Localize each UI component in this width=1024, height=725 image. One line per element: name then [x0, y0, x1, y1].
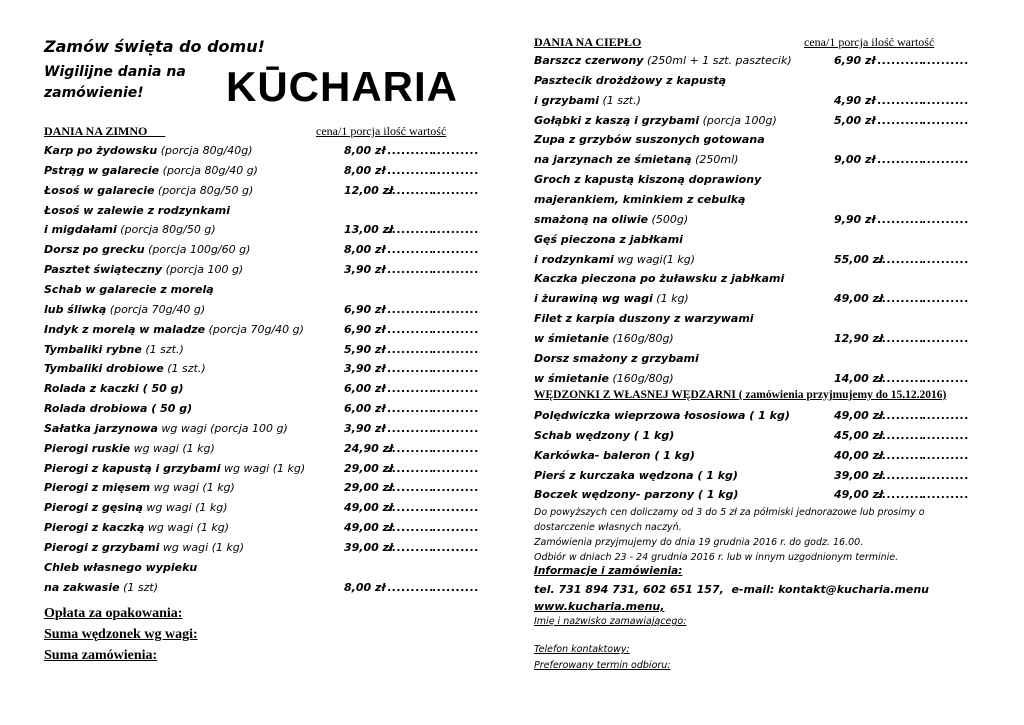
- value-blank: ..........: [922, 153, 969, 167]
- dish-price: 3,90 zł: [344, 362, 386, 376]
- menu-item-name: [44, 240, 250, 260]
- menu-item-row: [44, 220, 492, 240]
- menu-item-row: [534, 369, 982, 389]
- dish-price: 5,00 zł: [834, 113, 876, 127]
- dish-price: 40,00 zł: [834, 448, 884, 462]
- dish-price: 39,00 zł: [344, 541, 394, 554]
- dish-name: Tymbaliki rybne: [44, 342, 142, 356]
- smoked-sum-label: Suma wędzonek wg wagi:: [44, 627, 198, 642]
- dish-portion: (160g/80g): [608, 331, 674, 345]
- value-blank: ..........: [432, 163, 479, 177]
- dish-name: Pierogi z grzybami: [44, 541, 160, 554]
- menu-item-name: [44, 459, 305, 479]
- menu-item-name: [534, 349, 699, 369]
- menu-item-name: [534, 190, 745, 210]
- menu-item-name: [44, 280, 214, 300]
- menu-item-name: [534, 309, 754, 329]
- menu-item-row: [44, 379, 492, 399]
- value-blank: ..........: [432, 580, 479, 594]
- dish-portion: (porcja 100 g): [162, 263, 244, 277]
- menu-item-name: [534, 230, 683, 250]
- menu-item-name: [44, 320, 304, 340]
- dish-price: 9,00 zł: [834, 153, 876, 167]
- note-deadline: Zamówienia przyjmujemy do dnia 19 grudnia 2016 r. do godz. 16.00.: [534, 537, 864, 548]
- dish-name: smażoną na oliwie: [534, 212, 649, 226]
- menu-item-row: [534, 230, 982, 250]
- dish-name: Dorsz po grecku: [44, 243, 145, 257]
- quantity-blank: ..........: [877, 371, 924, 385]
- menu-item-name: [534, 426, 674, 446]
- dish-price: 29,00 zł: [344, 461, 394, 475]
- phone-numbers[interactable]: tel. 731 894 731, 602 651 157,: [534, 583, 724, 596]
- value-blank: ..........: [432, 441, 479, 455]
- menu-item-row: [534, 406, 982, 426]
- value-blank: ..........: [432, 144, 479, 157]
- dish-portion: (1 szt.): [163, 362, 206, 376]
- menu-item-name: [44, 260, 243, 280]
- menu-item-name: [534, 329, 674, 349]
- website-link[interactable]: www.kucharia.menu,: [534, 600, 665, 613]
- menu-item-name: [534, 71, 726, 91]
- value-blank: ..........: [432, 501, 479, 515]
- quantity-blank: ..........: [387, 263, 434, 277]
- dish-portion: (porcja 100g): [699, 113, 777, 127]
- dish-price: 12,90 zł: [834, 331, 884, 345]
- note-pickup: Odbiór w dniach 23 - 24 grudnia 2016 r. lub w innym uzgodnionym terminie.: [534, 552, 899, 563]
- value-blank: ..........: [922, 331, 969, 345]
- kucharia-logo: KŪCHARIA: [226, 63, 458, 110]
- value-blank: ..........: [432, 183, 479, 197]
- packaging-fee-label: Opłata za opakowania:: [44, 606, 183, 621]
- dish-portion: wg wagi (1 kg): [220, 461, 306, 475]
- dish-name: i żurawiną wg wagi: [534, 292, 653, 306]
- menu-item-row: [44, 518, 492, 538]
- value-blank: ..........: [432, 541, 479, 554]
- menu-item-name: [534, 406, 790, 426]
- quantity-blank: ..........: [877, 93, 924, 107]
- dish-name: Groch z kapustą kiszoną doprawiony: [534, 173, 762, 187]
- dish-price: 49,00 zł: [344, 521, 394, 535]
- menu-item-row: [534, 150, 982, 170]
- value-blank: ..........: [432, 521, 479, 535]
- dish-name: na zakwasie: [44, 580, 120, 594]
- dish-portion: wg wagi (1 kg): [144, 521, 230, 535]
- dish-name: Chleb własnego wypieku: [44, 560, 198, 574]
- menu-item-row: [534, 426, 982, 446]
- quantity-blank: ..........: [877, 428, 924, 442]
- dish-price: 14,00 zł: [834, 371, 884, 385]
- dish-portion: (porcja 70g/40 g): [106, 302, 206, 316]
- dish-price: 5,90 zł: [344, 342, 386, 356]
- value-blank: ..........: [432, 362, 479, 376]
- value-blank: ..........: [432, 461, 479, 475]
- dish-name: Pstrąg w galarecie: [44, 163, 160, 177]
- menu-item-name: [534, 150, 738, 170]
- quantity-blank: ..........: [877, 113, 924, 127]
- menu-item-name: [534, 269, 784, 289]
- contact-line: [534, 583, 929, 596]
- menu-item-row: [44, 181, 492, 201]
- quantity-blank: ..........: [387, 322, 434, 336]
- value-blank: ..........: [432, 302, 479, 316]
- menu-item-name: [534, 485, 738, 505]
- dish-name: Łosoś w galarecie: [44, 183, 155, 197]
- dish-price: 6,90 zł: [344, 302, 386, 316]
- phone-field-label: Telefon kontaktowy:: [534, 644, 630, 655]
- dish-portion: wg wagi (porcja 100 g): [157, 421, 288, 435]
- value-blank: ..........: [432, 243, 479, 257]
- menu-item-row: [44, 558, 492, 578]
- menu-item-name: [44, 478, 235, 498]
- menu-item-name: [44, 161, 258, 181]
- value-blank: ..........: [432, 481, 479, 495]
- menu-item-name: [534, 289, 689, 309]
- dish-price: 6,90 zł: [834, 54, 876, 67]
- menu-item-row: [534, 349, 982, 369]
- quantity-blank: ..........: [387, 163, 434, 177]
- dish-name: Gołąbki z kaszą i grzybami: [534, 113, 700, 127]
- dish-price: 55,00 zł: [834, 252, 884, 266]
- dish-price: 13,00 zł: [344, 223, 394, 237]
- dish-portion: wg wagi (1 kg): [159, 541, 245, 554]
- quantity-blank: ..........: [877, 212, 924, 226]
- menu-item-row: [534, 91, 982, 111]
- menu-item-name: [534, 210, 688, 230]
- dish-name: Gęś pieczona z jabłkami: [534, 232, 683, 246]
- dish-name: Pierogi z kaczką: [44, 521, 145, 535]
- dish-portion: (porcja 100g/60 g): [144, 243, 251, 257]
- value-blank: ..........: [922, 371, 969, 385]
- menu-item-name: [534, 466, 738, 486]
- quantity-blank: ..........: [877, 488, 924, 502]
- quantity-blank: ..........: [877, 252, 924, 266]
- menu-item-row: [44, 538, 492, 558]
- quantity-blank: ..........: [387, 461, 434, 475]
- quantity-blank: ..........: [387, 501, 434, 515]
- quantity-blank: ..........: [387, 342, 434, 356]
- value-blank: ..........: [432, 322, 479, 336]
- menu-item-name: [44, 578, 158, 598]
- value-blank: ..........: [432, 421, 479, 435]
- dish-price: 4,90 zł: [834, 93, 876, 107]
- dish-name: Łosoś w zalewie z rodzynkami: [44, 203, 231, 217]
- menu-item-row: [44, 240, 492, 260]
- note-containers: dostarczenie własnych naczyń.: [534, 522, 682, 533]
- menu-item-name: [44, 359, 206, 379]
- menu-item-row: [534, 190, 982, 210]
- menu-item-name: [44, 419, 288, 439]
- dish-portion: (porcja 80g/40g): [157, 144, 253, 157]
- dish-name: Karp po żydowsku: [44, 144, 158, 157]
- dish-name: Rolada drobiowa ( 50 g): [44, 402, 193, 416]
- dish-name: Rolada z kaczki ( 50 g): [44, 382, 184, 396]
- info-label: Informacje i zamówienia:: [534, 565, 683, 577]
- dish-portion: wg wagi (1 kg): [130, 441, 215, 455]
- menu-item-name: [534, 51, 792, 71]
- dish-price: 12,00 zł: [344, 183, 394, 197]
- dish-price: 8,00 zł: [344, 144, 386, 157]
- menu-item-row: [534, 485, 982, 505]
- order-sum-label: Suma zamówienia:: [44, 648, 158, 663]
- value-blank: ..........: [432, 382, 479, 396]
- value-blank: ..........: [432, 342, 479, 356]
- dish-price: 9,90 zł: [834, 212, 876, 226]
- menu-item-row: [534, 446, 982, 466]
- dish-name: i rodzynkami: [534, 252, 614, 266]
- quantity-blank: ..........: [387, 362, 434, 376]
- menu-item-name: [44, 439, 215, 459]
- dish-portion: (1 szt): [119, 580, 158, 594]
- note-dishes: Do powyższych cen doliczamy od 3 do 5 zł za półmiski jednorazowe lub prosimy o: [534, 507, 925, 518]
- dish-name: majerankiem, kminkiem z cebulką: [534, 192, 746, 206]
- menu-item-row: [534, 210, 982, 230]
- menu-item-row: [44, 300, 492, 320]
- menu-item-row: [534, 466, 982, 486]
- value-blank: ..........: [432, 263, 479, 277]
- dish-price: 49,00 zł: [834, 409, 884, 422]
- quantity-blank: ..........: [877, 331, 924, 345]
- quantity-blank: ..........: [387, 441, 434, 455]
- dish-name: Dorsz smażony z grzybami: [534, 351, 699, 365]
- dish-name: lub śliwką: [44, 302, 107, 316]
- menu-item-name: [534, 91, 641, 111]
- menu-item-name: [44, 518, 229, 538]
- name-field-label: Imię i nazwisko zamawiającego:: [534, 616, 687, 627]
- quantity-blank: ..........: [387, 541, 434, 554]
- dish-name: Polędwiczka wieprzowa łososiowa ( 1 kg): [534, 409, 790, 422]
- dish-name: Sałatka jarzynowa: [44, 421, 158, 435]
- menu-item-row: [44, 340, 492, 360]
- quantity-blank: ..........: [387, 144, 434, 157]
- value-blank: ..........: [922, 409, 969, 422]
- value-blank: ..........: [922, 54, 969, 67]
- dish-portion: (250ml): [691, 153, 739, 167]
- menu-item-name: [534, 130, 765, 150]
- dish-portion: wg wagi (1 kg): [150, 481, 235, 495]
- menu-item-name: [44, 379, 184, 399]
- hot-columns-header: cena/1 porcja ilość wartość: [804, 35, 935, 49]
- menu-item-name: [534, 250, 695, 270]
- menu-item-name: [534, 170, 761, 190]
- dish-name: Pierogi ruskie: [44, 441, 131, 455]
- dish-portion: (porcja 70g/40 g): [205, 322, 304, 336]
- dish-name: Filet z karpia duszony z warzywami: [534, 312, 754, 326]
- dish-price: 8,00 zł: [344, 163, 386, 177]
- value-blank: ..........: [432, 223, 479, 237]
- menu-item-row: [44, 359, 492, 379]
- menu-item-name: [44, 538, 244, 558]
- dish-portion: (160g/80g): [608, 371, 674, 385]
- page-title: Zamów święta do domu!: [44, 37, 265, 56]
- dish-name: Pasztecik drożdżowy z kapustą: [534, 73, 727, 87]
- quantity-blank: ..........: [877, 409, 924, 422]
- menu-item-row: [534, 111, 982, 131]
- dish-name: w śmietanie: [534, 371, 609, 385]
- dish-portion: (porcja 80g/50 g): [154, 183, 254, 197]
- menu-item-name: [44, 498, 228, 518]
- dish-portion: (1 szt.): [141, 342, 184, 356]
- value-blank: ..........: [922, 292, 969, 306]
- dish-price: 45,00 zł: [834, 428, 884, 442]
- email-link[interactable]: e-mail: kontakt@kucharia.menu: [731, 583, 930, 596]
- menu-item-row: [534, 329, 982, 349]
- value-blank: ..........: [432, 402, 479, 416]
- dish-name: Tymbaliki drobiowe: [44, 362, 164, 376]
- dish-name: Barszcz czerwony: [534, 54, 644, 67]
- dish-price: 3,90 zł: [344, 421, 386, 435]
- menu-item-name: [44, 558, 197, 578]
- menu-item-row: [534, 309, 982, 329]
- dish-name: Indyk z morelą w maladze: [44, 322, 206, 336]
- dish-price: 49,00 zł: [344, 501, 394, 515]
- dish-price: 6,00 zł: [344, 382, 386, 396]
- dish-portion: (porcja 80g/50 g): [116, 223, 216, 237]
- quantity-blank: ..........: [877, 448, 924, 462]
- dish-price: 39,00 zł: [834, 468, 884, 482]
- dish-name: Pierogi z kapustą i grzybami: [44, 461, 221, 475]
- page-subtitle: Wigilijne dania na zamówienie!: [44, 64, 186, 101]
- quantity-blank: ..........: [387, 481, 434, 495]
- value-blank: ..........: [922, 212, 969, 226]
- dish-portion: (500g): [648, 212, 689, 226]
- quantity-blank: ..........: [387, 580, 434, 594]
- menu-item-name: [534, 111, 777, 131]
- dish-name: Zupa z grzybów suszonych gotowana: [534, 133, 765, 147]
- dish-name: i migdałami: [44, 223, 117, 237]
- menu-item-name: [44, 300, 205, 320]
- dish-portion: wg wagi (1 kg): [142, 501, 228, 515]
- quantity-blank: ..........: [877, 153, 924, 167]
- quantity-blank: ..........: [877, 54, 924, 67]
- dish-name: Schab wędzony ( 1 kg): [534, 428, 675, 442]
- hot-dishes-heading: DANIA NA CIEPŁO: [534, 35, 642, 49]
- quantity-blank: ..........: [387, 302, 434, 316]
- dish-portion: (porcja 80g/40 g): [159, 163, 258, 177]
- dish-name: Pierogi z gęsiną: [44, 501, 143, 515]
- quantity-blank: ..........: [387, 402, 434, 416]
- dish-price: 49,00 zł: [834, 488, 884, 502]
- cold-dishes-heading: DANIA NA ZIMNO: [44, 124, 148, 138]
- menu-item-row: [534, 71, 982, 91]
- dish-name: w śmietanie: [534, 331, 609, 345]
- dish-price: 8,00 zł: [344, 243, 386, 257]
- quantity-blank: ..........: [387, 183, 434, 197]
- menu-item-name: [44, 340, 184, 360]
- dish-name: Karkówka- baleron ( 1 kg): [534, 448, 695, 462]
- quantity-blank: ..........: [387, 243, 434, 257]
- dish-name: na jarzynach ze śmietaną: [534, 153, 692, 167]
- dish-name: Pierś z kurczaka wędzona ( 1 kg): [534, 468, 738, 482]
- dish-portion: (1 kg): [652, 292, 689, 306]
- value-blank: ..........: [922, 488, 969, 502]
- value-blank: ..........: [922, 428, 969, 442]
- menu-item-row: [44, 260, 492, 280]
- dish-price: 24,90 zł: [344, 441, 394, 455]
- menu-item-row: [44, 419, 492, 439]
- quantity-blank: ..........: [877, 292, 924, 306]
- dish-price: 8,00 zł: [344, 580, 386, 594]
- dish-price: 6,90 zł: [344, 322, 386, 336]
- dish-name: Boczek wędzony- parzony ( 1 kg): [534, 488, 739, 502]
- menu-item-name: [44, 399, 192, 419]
- menu-item-name: [44, 141, 253, 161]
- menu-item-row: [44, 459, 492, 479]
- smoked-heading: WĘDZONKI Z WŁASNEJ WĘDZARNI ( zamówienia przyjmujemy do 15.12.2016): [534, 389, 947, 401]
- menu-item-row: [534, 269, 982, 289]
- dish-price: 6,00 zł: [344, 402, 386, 416]
- menu-item-row: [44, 141, 492, 161]
- value-blank: ..........: [922, 113, 969, 127]
- quantity-blank: ..........: [387, 382, 434, 396]
- menu-item-row: [44, 498, 492, 518]
- menu-item-row: [44, 439, 492, 459]
- menu-item-name: [44, 181, 253, 201]
- dish-portion: (250ml + 1 szt. pasztecik): [643, 54, 792, 67]
- menu-item-row: [44, 280, 492, 300]
- menu-item-row: [44, 399, 492, 419]
- menu-item-row: [44, 478, 492, 498]
- value-blank: ..........: [922, 468, 969, 482]
- menu-item-name: [534, 446, 695, 466]
- menu-item-row: [534, 250, 982, 270]
- menu-item-row: [534, 51, 982, 71]
- pickup-date-field-label: Preferowany termin odbioru:: [534, 660, 671, 671]
- value-blank: ..........: [922, 448, 969, 462]
- value-blank: ..........: [922, 93, 969, 107]
- quantity-blank: ..........: [387, 521, 434, 535]
- menu-item-row: [534, 130, 982, 150]
- dish-price: 29,00 zł: [344, 481, 394, 495]
- quantity-blank: ..........: [387, 421, 434, 435]
- dish-name: Schab w galarecie z morelą: [44, 282, 214, 296]
- menu-item-row: [44, 161, 492, 181]
- dish-name: i grzybami: [534, 93, 600, 107]
- value-blank: ..........: [922, 252, 969, 266]
- quantity-blank: ..........: [877, 468, 924, 482]
- menu-item-row: [44, 320, 492, 340]
- quantity-blank: ..........: [387, 223, 434, 237]
- menu-item-row: [534, 170, 982, 190]
- dish-price: 3,90 zł: [344, 263, 386, 277]
- menu-item-name: [534, 369, 674, 389]
- menu-item-name: [44, 201, 230, 221]
- menu-item-row: [44, 578, 492, 598]
- dish-price: 49,00 zł: [834, 292, 884, 306]
- cold-columns-header: cena/1 porcja ilość wartość: [316, 124, 447, 138]
- dish-portion: wg wagi(1 kg): [613, 252, 696, 266]
- dish-portion: (1 szt.): [599, 93, 641, 107]
- dish-name: Kaczka pieczona po żuławsku z jabłkami: [534, 272, 785, 286]
- menu-item-row: [534, 289, 982, 309]
- menu-item-row: [44, 201, 492, 221]
- dish-name: Pierogi z mięsem: [44, 481, 151, 495]
- dish-name: Pasztet świąteczny: [44, 263, 163, 277]
- menu-item-name: [44, 220, 216, 240]
